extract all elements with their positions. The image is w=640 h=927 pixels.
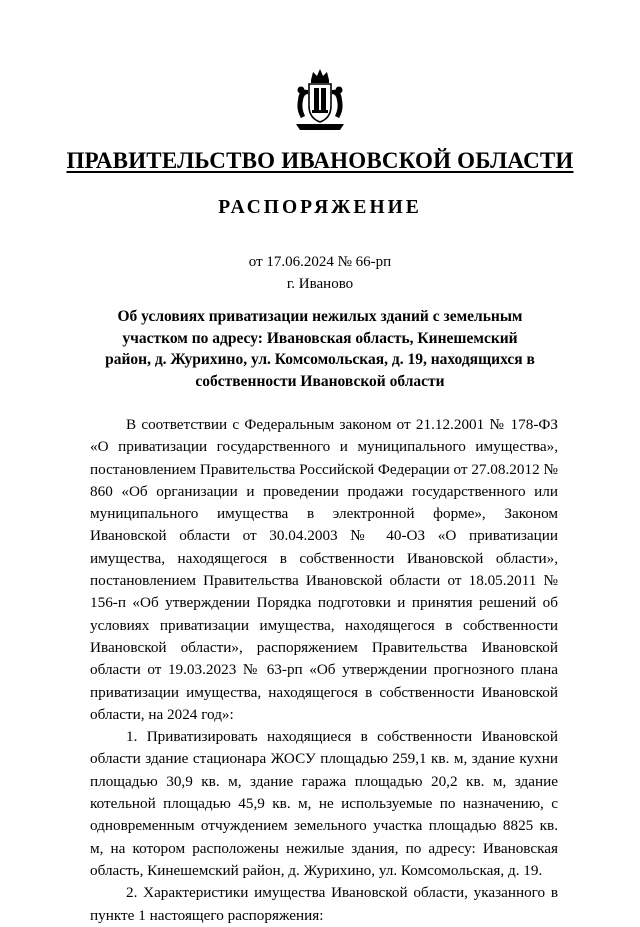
document-city: г. Иваново	[286, 276, 354, 292]
coat-of-arms-icon	[290, 66, 350, 134]
item-1-paragraph: 1. Приватизировать находящиеся в собственности Ивановской области здание стационара ЖОСУ площадью 259,1 кв. м, здание кухни площадью 30,9 кв. м, здание гаража площадью 20,2 кв. м, здание котельной площадью 45,9 кв. м, не используемые по назначению, с одновременным отчуждением земельного участка площадью 8825 кв. м, на котором расположены нежилые здания, по адресу: Ивановская область, Кинешемский район, д. Журихино, ул. Комсомольская, д. 19.	[90, 728, 558, 879]
document-date-number: от 17.06.2024 № 66-рп	[248, 254, 392, 270]
government-title: ПРАВИТЕЛЬСТВО ИВАНОВСКОЙ ОБЛАСТИ	[66, 148, 574, 173]
item-2-paragraph: 2. Характеристики имущества Ивановской области, указанного в пункте 1 настоящего распоряжения:	[90, 884, 558, 924]
document-body	[90, 414, 558, 927]
preamble-paragraph: В соответствии с Федеральным законом от 21.12.2001 № 178-ФЗ «О приватизации государственного и муниципального имущества», постановлением Правительства Российской Федерации от 27.08.2012 № 860 «Об организации и проведении продажи государственного или муниципального имущества в электронной форме», Законом Ивановской области от 30.04.2003 № 40-ОЗ «О приватизации имущества, находящегося в собственности Ивановской области», постановлением Правительства Ивановской области от 18.05.2011 № 156-п «Об утверждении Порядка подготовки и принятия решений об условиях приватизации имущества, находящегося в собственности Ивановской области», распоряжением Правительства Ивановской области от 19.03.2023 № 63-рп «Об утверждении прогнозного плана приватизации имущества, находящегося в собственности Ивановской области, на 2024 год»:	[90, 416, 558, 723]
document-type: РАСПОРЯЖЕНИЕ	[218, 197, 422, 218]
document-subject: Об условиях приватизации нежилых зданий с земельным участком по адресу: Ивановская область, Кинешемский район, д. Журихино, ул. Комсомольская, д. 19, находящихся в собственности Ивановской области	[105, 308, 535, 390]
